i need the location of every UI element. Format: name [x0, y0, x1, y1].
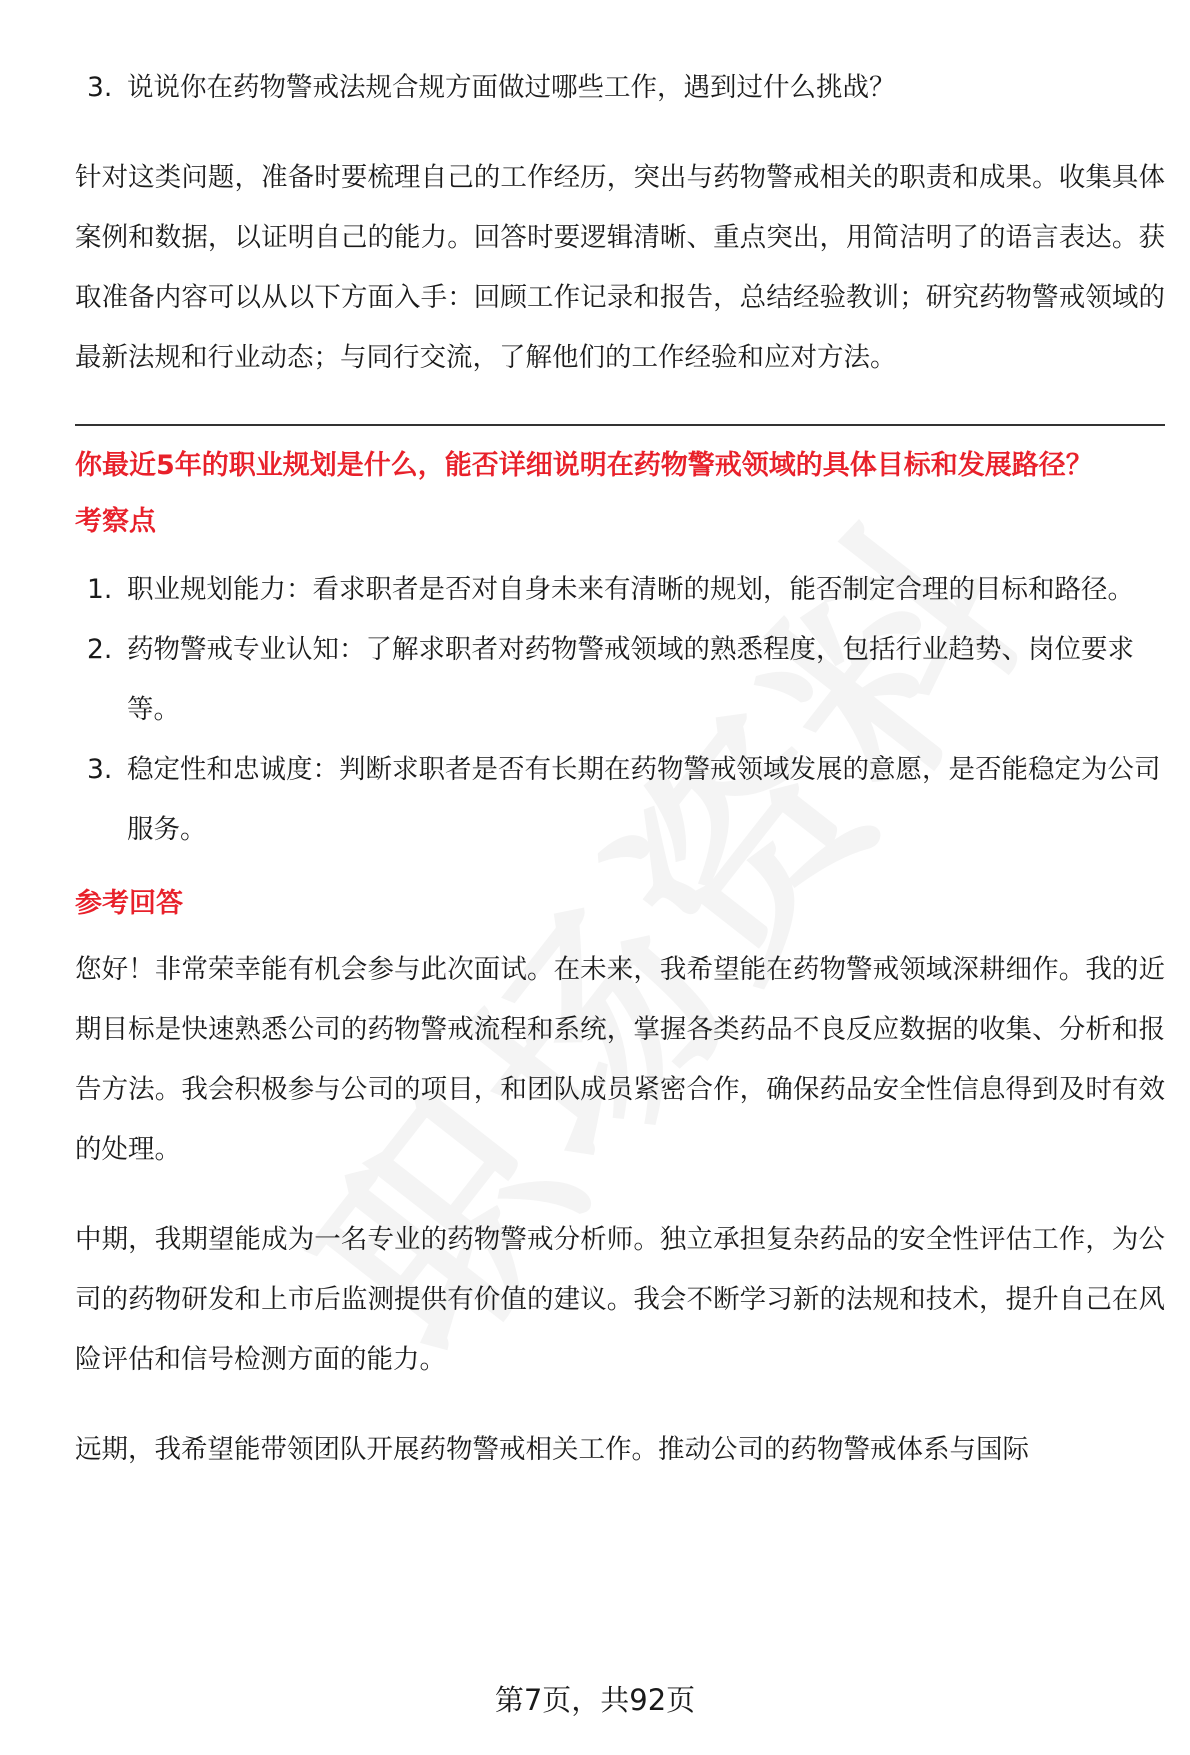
answer-paragraph: 您好！非常荣幸能有机会参与此次面试。在未来，我希望能在药物警戒领域深耕细作。我的近期目标是快速熟悉公司的药物警戒流程和系统，掌握各类药品不良反应数据的收集、分析和报告方法。我会积极参与公司的项目，和团队成员紧密合作，确保药品安全性信息得到及时有效的处理。 — [75, 954, 1165, 1165]
page-number: 第7页，共92页 — [494, 1683, 696, 1717]
list-text: 药物警戒专业认知：了解求职者对药物警戒领域的熟悉程度，包括行业趋势、岗位要求等。 — [127, 634, 1134, 725]
list-text: 说说你在药物警戒法规合规方面做过哪些工作，遇到过什么挑战？ — [127, 72, 896, 103]
list-item — [75, 58, 1165, 118]
list-text: 职业规划能力：看求职者是否对自身未来有清晰的规划，能否制定合理的目标和路径。 — [127, 574, 1134, 605]
list-number: 3. — [87, 754, 113, 785]
exam-points-list — [75, 560, 1165, 860]
list-number: 3. — [87, 72, 113, 103]
list-number: 2. — [87, 634, 113, 665]
list-number: 1. — [87, 574, 113, 605]
list-item — [75, 560, 1165, 620]
interview-question: 你最近5年的职业规划是什么，能否详细说明在药物警戒领域的具体目标和发展路径？ — [75, 450, 1093, 481]
list-item — [75, 620, 1165, 740]
guidance-paragraph: 针对这类问题，准备时要梳理自己的工作经历，突出与药物警戒相关的职责和成果。收集具体案例和数据，以证明自己的能力。回答时要逻辑清晰、重点突出，用简洁明了的语言表达。获取准备内容可以从以下方面入手：回顾工作记录和报告，总结经验教训；研究药物警戒领域的最新法规和行业动态；与同行交流，了解他们的工作经验和应对方法。 — [75, 162, 1165, 373]
answer-paragraph: 远期，我希望能带领团队开展药物警戒相关工作。推动公司的药物警戒体系与国际 — [75, 1434, 1029, 1465]
list-item — [75, 740, 1165, 860]
list-text: 稳定性和忠诚度：判断求职者是否有长期在药物警戒领域发展的意愿，是否能稳定为公司服务。 — [127, 754, 1161, 845]
page-content — [75, 58, 1165, 1480]
exam-points-heading: 考察点 — [75, 506, 156, 537]
section-divider — [75, 424, 1165, 426]
answer-heading: 参考回答 — [75, 888, 183, 919]
answer-paragraph: 中期，我期望能成为一名专业的药物警戒分析师。独立承担复杂药品的安全性评估工作，为公司的药物研发和上市后监测提供有价值的建议。我会不断学习新的法规和技术，提升自己在风险评估和信号检测方面的能力。 — [75, 1224, 1165, 1375]
